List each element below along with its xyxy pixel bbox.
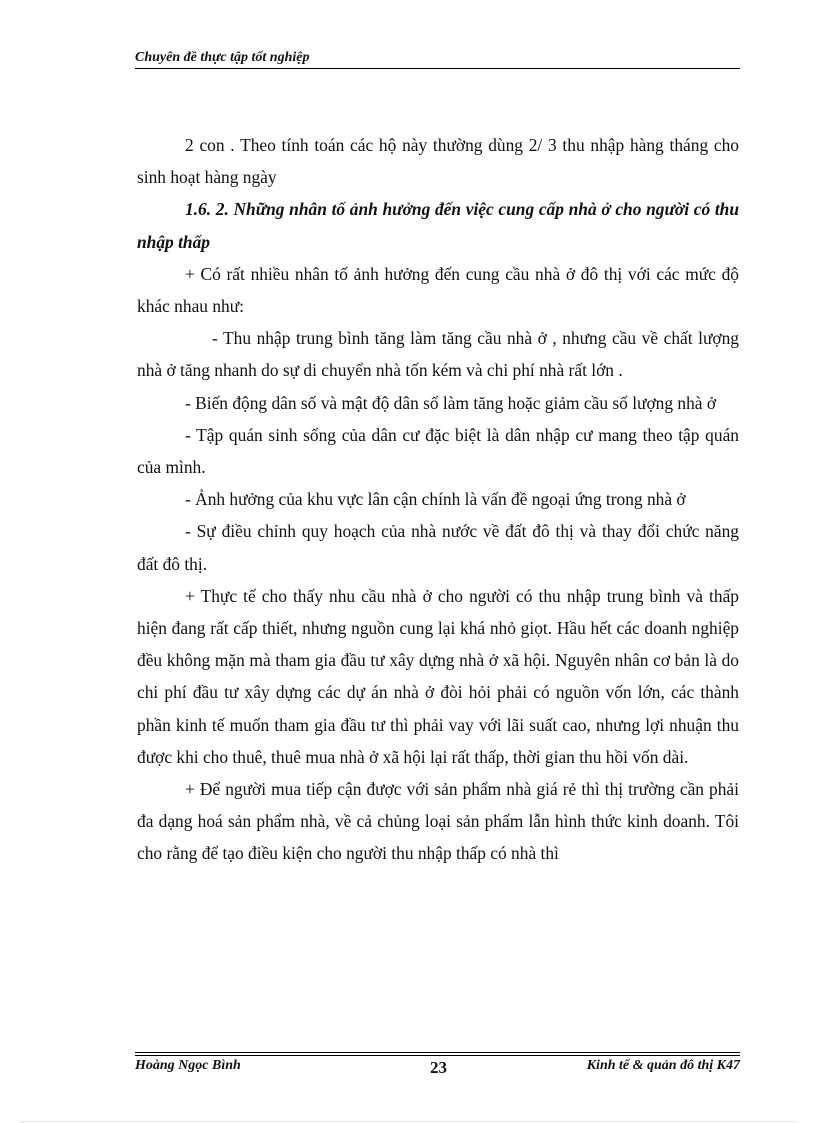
paragraph-factors-intro: + Có rất nhiều nhân tố ảnh hưởng đến cung cầu nhà ở đô thị với các mức độ khác nhau như: [137, 263, 739, 317]
page-edge-divider [20, 1121, 796, 1122]
footer-course: Kinh tế & quản đô thị K47 [586, 1058, 740, 1073]
paragraph-income: - Thu nhập trung bình tăng làm tăng cầu nhà ở , nhưng cầu về chất lượng nhà ở tăng nhanh do sự di chuyển nhà tốn kém và chi phí nhà rất lớn . [137, 328, 739, 381]
header-divider [135, 68, 740, 69]
page-footer [135, 1058, 740, 1080]
section-heading: 1.6. 2. Những nhân tố ảnh hưởng đến việc cung cấp nhà ở cho người có thu nhập thấp [137, 199, 739, 252]
footer-author: Hoàng Ngọc Bình [135, 1058, 241, 1073]
paragraph-population: - Biến động dân số và mật độ dân số làm tăng hoặc giảm cầu số lượng nhà ở [185, 392, 717, 413]
paragraph-affordable: + Để người mua tiếp cận được với sản phẩm nhà giá rẻ thì thị trường cần phải đa dạng hoá sản phẩm nhà, về cả chủng loại sản phẩm lẫn hình thức kinh doanh. Tôi cho rằng để tạo điều kiện cho người thu nhập thấp có nhà thì [137, 779, 739, 864]
document-body [137, 129, 739, 870]
footer-divider-bottom [135, 1055, 740, 1056]
paragraph-neighborhood: - Ảnh hưởng của khu vực lân cận chính là vấn đề ngoại ứng trong nhà ở [185, 489, 686, 510]
paragraph-reality: + Thực tế cho thấy nhu cầu nhà ở cho người có thu nhập trung bình và thấp hiện đang rất cấp thiết, nhưng nguồn cung lại khá nhỏ giọt. Hầu hết các doanh nghiệp đều không mặn mà tham gia đầu tư xây dựng nhà ở xã hội. Nguyên nhân cơ bản là do chi phí đầu tư xây dựng các dự án nhà ở đòi hỏi phải có nguồn vốn lớn, các thành phần kinh tế muốn tham gia đầu tư thì phải vay với lãi suất cao, nhưng lợi nhuận thu được khi cho thuê, thuê mua nhà ở xã hội lại rất thấp, thời gian thu hồi vốn dài. [137, 585, 739, 767]
page-number: 23 [430, 1058, 447, 1077]
page-header-title: Chuyên đề thực tập tốt nghiệp [135, 50, 310, 65]
paragraph-continuation: 2 con . Theo tính toán các hộ này thường dùng 2/ 3 thu nhập hàng tháng cho sinh hoạt hàng ngày [137, 135, 739, 188]
paragraph-customs: - Tập quán sinh sống của dân cư đặc biệt là dân nhập cư mang theo tập quán của mình. [137, 424, 739, 478]
footer-divider-top [135, 1052, 740, 1053]
paragraph-planning: - Sự điều chỉnh quy hoạch của nhà nước về đất đô thị và thay đổi chức năng đất đô thị. [137, 521, 739, 574]
